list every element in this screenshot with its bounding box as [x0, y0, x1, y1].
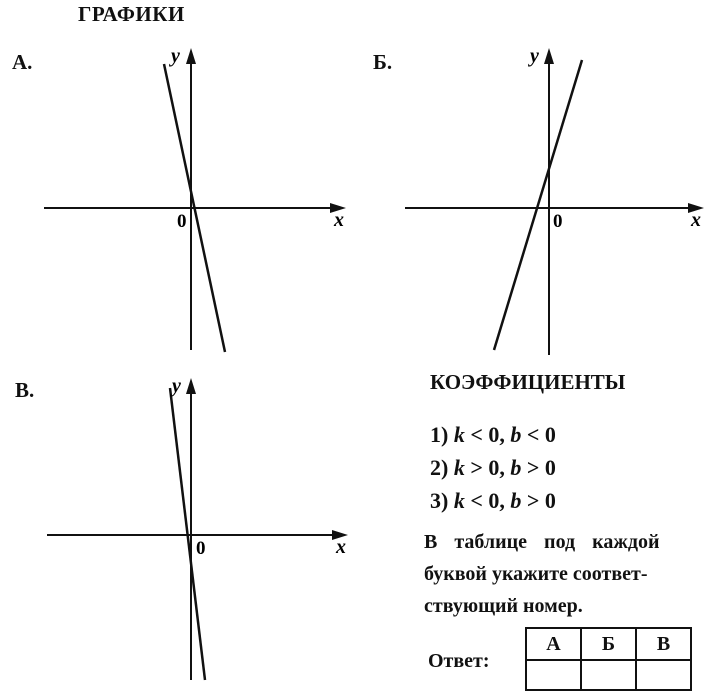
answer-header-b: Б	[581, 628, 636, 660]
answer-cell-b[interactable]	[581, 660, 636, 690]
graph-v-y-label: y	[172, 375, 181, 397]
graph-b-y-label: y	[530, 45, 539, 67]
graph-a-origin-label: 0	[177, 211, 187, 232]
graph-v-x-label: x	[336, 536, 346, 558]
instruction-line: В таблице под каждой	[424, 531, 660, 553]
graph-b-x-label: x	[691, 209, 701, 231]
coefficients-title: КОЭФФИЦИЕНТЫ	[430, 370, 626, 394]
instruction-line: буквой укажите соответ-	[424, 563, 648, 585]
panel-a-label: А.	[12, 50, 33, 74]
answer-header-a: А	[526, 628, 581, 660]
option-2: 2) k > 0, b > 0	[430, 455, 556, 480]
answer-cell-a[interactable]	[526, 660, 581, 690]
option-3: 3) k < 0, b > 0	[430, 488, 556, 513]
answer-header-v: В	[636, 628, 691, 660]
option-1: 1) k < 0, b < 0	[430, 422, 556, 447]
graph-a-y-label: y	[171, 45, 180, 67]
panel-v-label: В.	[15, 378, 35, 402]
graph-v-y-arrow	[186, 378, 196, 394]
instruction-text	[424, 526, 712, 622]
coefficient-options	[430, 418, 556, 517]
panel-b-label: Б.	[373, 50, 393, 74]
graphs-title: ГРАФИКИ	[78, 2, 185, 26]
graph-v-origin-label: 0	[196, 538, 206, 559]
graph-a-x-label: x	[334, 209, 344, 231]
answer-label: Ответ:	[428, 650, 490, 672]
graph-b-origin-label: 0	[553, 211, 563, 232]
answer-cell-v[interactable]	[636, 660, 691, 690]
instruction-line: ствующий номер.	[424, 595, 583, 617]
answer-table	[525, 627, 692, 691]
